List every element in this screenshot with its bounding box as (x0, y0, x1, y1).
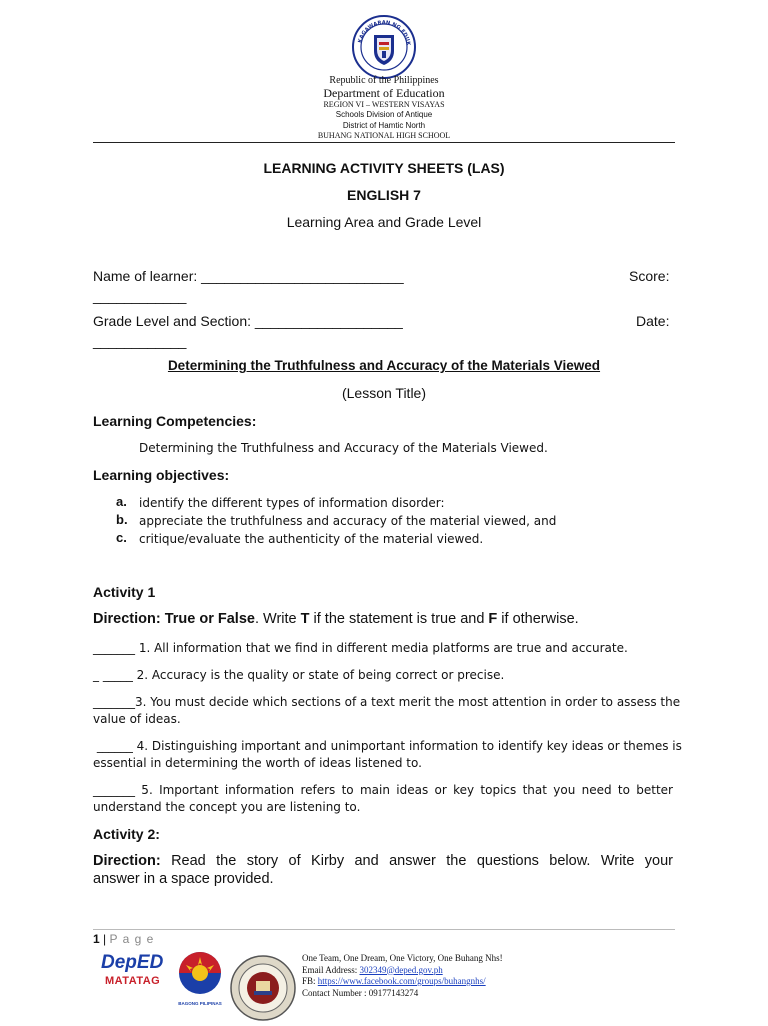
tf-item-5: _______ 5. Important information refers to main ideas or key topics that you need to better (93, 783, 673, 797)
objective-b (116, 512, 128, 527)
school-text: BUHANG NATIONAL HIGH SCHOOL (317, 131, 451, 140)
grade-blank[interactable]: ___________________ (254, 313, 403, 329)
page-sep: | (103, 932, 107, 946)
objectives-heading: Learning objectives: (93, 467, 230, 483)
activity1-direction (93, 611, 579, 627)
competencies-heading: Learning Competencies: (93, 413, 257, 429)
lesson-title: Determining the Truthfulness and Accuracy of the Materials Viewed (167, 358, 601, 373)
objective-letter: b. (116, 512, 128, 527)
objective-text: critique/evaluate the authenticity of the material viewed. (139, 532, 484, 546)
grade-field (93, 313, 403, 329)
district-text: District of Hamtic North (342, 121, 426, 130)
name-field (93, 268, 404, 284)
objective-letter: a. (116, 494, 127, 509)
direction-text: . Write (254, 611, 301, 627)
page-number (93, 932, 154, 946)
footer-email-line (302, 965, 503, 977)
direction-t: T (300, 611, 310, 627)
activity2-direction-cont: answer in a space provided. (93, 871, 274, 887)
footer-contact-line (302, 988, 503, 1000)
footer-divider (93, 929, 675, 930)
tf-item-5-cont: understand the concept you are listening to. (93, 800, 361, 814)
score-label: Score: (629, 268, 670, 284)
objective-text: appreciate the truthfulness and accuracy of the material viewed, and (139, 514, 557, 528)
tf-item-2: _ _____ 2. Accuracy is the quality or state of being correct or precise. (93, 668, 505, 682)
direction-text: if otherwise. (497, 611, 579, 627)
direction-label: Direction: (93, 853, 161, 869)
las-title: LEARNING ACTIVITY SHEETS (LAS) (263, 160, 505, 176)
activity2-heading: Activity 2: (93, 826, 160, 842)
direction-label: Direction: True or False (93, 611, 255, 627)
header-divider (93, 142, 675, 143)
activity2-direction (93, 853, 673, 869)
email-label: Email Address: (302, 964, 358, 975)
area-title: Learning Area and Grade Level (286, 214, 482, 230)
direction-text: Read the story of Kirby and answer the questions below. Write your (160, 853, 673, 869)
logo-matatag-text: MATATAG (105, 975, 161, 987)
subject-title: ENGLISH 7 (347, 187, 421, 203)
email-link[interactable]: 302349@deped.gov.ph (359, 964, 443, 975)
seal-text: KAGAWARAN NG EDUK (357, 19, 412, 46)
fb-label: FB: (302, 976, 316, 986)
deped-matatag-logo (101, 952, 167, 998)
republic-text: Republic of the Philippines (329, 75, 439, 86)
school-seal-icon (230, 955, 296, 1021)
deped-seal (352, 15, 416, 79)
fb-link[interactable]: https://www.facebook.com/groups/buhangnhs/ (317, 976, 486, 986)
date-blank[interactable]: ____________ (93, 333, 187, 349)
objective-letter: c. (116, 530, 127, 545)
name-blank[interactable]: __________________________ (201, 268, 404, 284)
footer-motto: One Team, One Dream, One Victory, One Buhang Nhs! (302, 953, 503, 963)
tf-item-4-cont: essential in determining the worth of ideas listened to. (93, 756, 422, 770)
lesson-title-note: (Lesson Title) (341, 385, 427, 401)
region-text: REGION VI – WESTERN VISAYAS (323, 100, 445, 109)
competencies-text: Determining the Truthfulness and Accuracy of the Materials Viewed. (139, 441, 548, 455)
objective-c (116, 530, 127, 545)
page-num: 1 (93, 932, 100, 946)
contact-label: Contact Number : (302, 987, 367, 998)
bagong-pilipinas-logo (174, 951, 226, 1006)
department-text: Department of Education (323, 86, 445, 100)
bagong-pilipinas-emblem-icon (174, 951, 226, 995)
footer-contact-block (302, 953, 503, 999)
name-label: Name of learner: (93, 268, 198, 284)
score-blank[interactable]: ____________ (93, 288, 187, 304)
objective-text: identify the different types of information disorder: (139, 496, 445, 510)
tf-item-1: _______ 1. All information that we find in different media platforms are true and accurate. (93, 641, 628, 655)
direction-text: if the statement is true and (309, 611, 489, 627)
logo-deped-text: DepED (101, 952, 164, 973)
footer-fb-line (302, 976, 503, 988)
date-label: Date: (636, 313, 670, 329)
tf-item-3-cont: value of ideas. (93, 712, 181, 726)
contact-number: 09177143274 (368, 987, 419, 998)
direction-f: F (488, 611, 498, 627)
logo-bagong-text: BAGONG PILIPINAS (178, 1001, 222, 1006)
page-word: P a g e (109, 932, 155, 946)
grade-label: Grade Level and Section: (93, 313, 251, 329)
objective-a (116, 494, 127, 509)
division-text: Schools Division of Antique (335, 110, 433, 119)
tf-item-3: _______3. You must decide which sections of a text merit the most attention in order to assess the (93, 695, 681, 709)
activity1-heading: Activity 1 (93, 584, 156, 600)
tf-item-4: ______ 4. Distinguishing important and unimportant information to identify key ideas or themes is (93, 739, 682, 753)
school-seal (230, 955, 296, 1021)
